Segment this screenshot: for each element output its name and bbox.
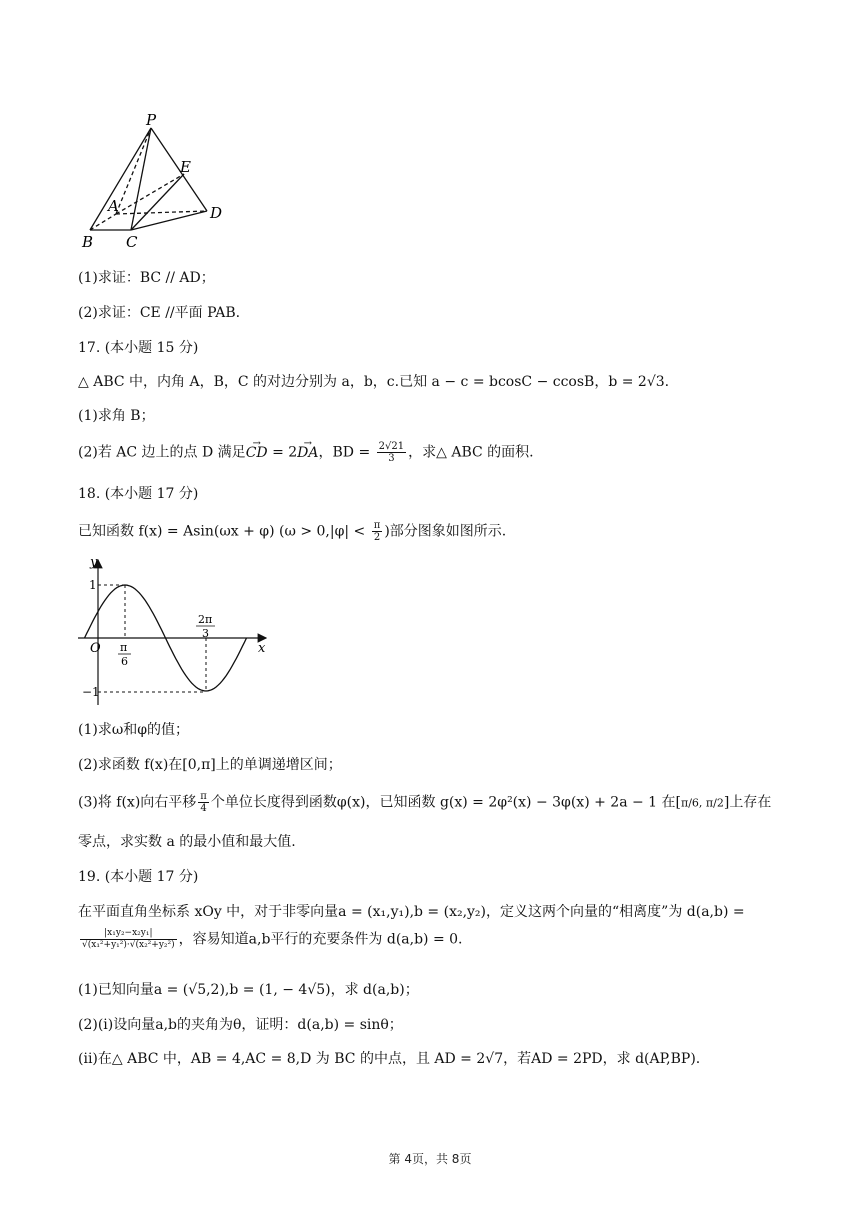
sine-graph bbox=[78, 555, 278, 710]
pyramid-figure bbox=[78, 110, 238, 255]
shift-fraction: $\frac{\pi}{4}$ bbox=[200, 791, 207, 814]
label-D: D bbox=[210, 204, 223, 222]
origin-label: O bbox=[90, 641, 101, 656]
q17-part2-eq: = 2 bbox=[267, 444, 298, 461]
x-axis-label: x bbox=[258, 641, 266, 656]
q18-part3: (3)将 f(x)向右平移 $\frac{\pi}{4}$ 个单位长度得到函数φ(x)，已知函数 g(x) = 2φ²(x) − 3φ(x) + 2a − 1 在[π/6, π/2]上存在 bbox=[78, 791, 772, 814]
q18-part1: (1)求ω和φ的值； bbox=[78, 722, 190, 738]
q18-part2: (2)求函数 f(x)在[0,π]上的单调递增区间； bbox=[78, 757, 342, 773]
q16-part1: (1)求证：BC // AD； bbox=[78, 270, 215, 286]
vector-da: → DA bbox=[297, 443, 318, 463]
q17-stem: △ ABC 中，内角 A，B，C 的对边分别为 a，b，c.已知 a − c = bcosC − ccosB，b = 2√3. bbox=[78, 374, 670, 390]
vector-cd: → CD bbox=[246, 443, 268, 463]
tick-pi6-num: π bbox=[120, 641, 128, 654]
q17-header: 17. (本小题 15 分) bbox=[78, 340, 199, 356]
page-footer: 第 4页，共 8页 bbox=[388, 1152, 472, 1166]
separation-fraction: $\frac{\text{|x₁y₂−x₂y₁|}}{\text{√(x₁²+y₁²)·√(x₂²+y₂²)}}$ bbox=[82, 928, 175, 950]
q19-part1: (1)已知向量a = (√5,2),b = (1, − 4√5)，求 d(a,b)； bbox=[78, 982, 419, 998]
q18-stem: 已知函数 f(x) = Asin(ωx + φ) (ω > 0,|φ| < $\frac{\pi}{2}$ )部分图象如图所示. bbox=[78, 520, 507, 543]
label-E: E bbox=[180, 158, 191, 176]
q17-part1: (1)求角 B； bbox=[78, 408, 155, 424]
q18-header: 18. (本小题 17 分) bbox=[78, 486, 199, 502]
q18-part3-cont: 零点，求实数 a 的最小值和最大值. bbox=[78, 834, 296, 850]
q19-part2ii: (ii)在△ ABC 中，AB = 4,AC = 8,D 为 BC 的中点，且 AD = 2√7，若AD = 2PD，求 d(AP,BP). bbox=[78, 1051, 701, 1067]
q19-stem: 在平面直角坐标系 xOy 中，对于非零向量a = (x₁,y₁),b = (x₂,y₂)，定义这两个向量的“相离度”为 d(a,b) = bbox=[78, 904, 745, 920]
phi-bound-fraction: $\frac{\pi}{2}$ bbox=[373, 520, 381, 543]
q17-part2-c: ，求△ ABC 的面积. bbox=[408, 444, 534, 461]
q19-header: 19. (本小题 17 分) bbox=[78, 869, 199, 885]
q17-part2 bbox=[78, 441, 534, 464]
tick-pi6-den: 6 bbox=[121, 655, 128, 668]
q19-definition: $\frac{\text{|x₁y₂−x₂y₁|}}{\text{√(x₁²+y₁²)·√(x₂²+y₂²)}}$ ，容易知道a,b平行的充要条件为 d(a,b) = 0. bbox=[82, 928, 463, 950]
label-P: P bbox=[146, 111, 157, 129]
label-B: B bbox=[82, 233, 94, 251]
q17-part2-b: ，BD = bbox=[318, 444, 375, 461]
tick-1: 1 bbox=[89, 578, 97, 592]
tick-neg1: −1 bbox=[82, 685, 100, 699]
q19-part2i: (2)(i)设向量a,b的夹角为θ，证明：d(a,b) = sinθ； bbox=[78, 1017, 403, 1033]
bd-fraction: $\frac{2√21}{3}$ bbox=[378, 441, 405, 464]
q16-part2: (2)求证：CE //平面 PAB. bbox=[78, 305, 241, 321]
label-C: C bbox=[126, 233, 138, 251]
y-axis-label: y bbox=[90, 555, 98, 570]
tick-2pi3-den: 3 bbox=[202, 627, 209, 640]
q17-part2-a: (2)若 AC 边上的点 D 满足 bbox=[78, 444, 246, 461]
label-A: A bbox=[108, 197, 119, 215]
tick-2pi3-num: 2π bbox=[198, 613, 213, 626]
